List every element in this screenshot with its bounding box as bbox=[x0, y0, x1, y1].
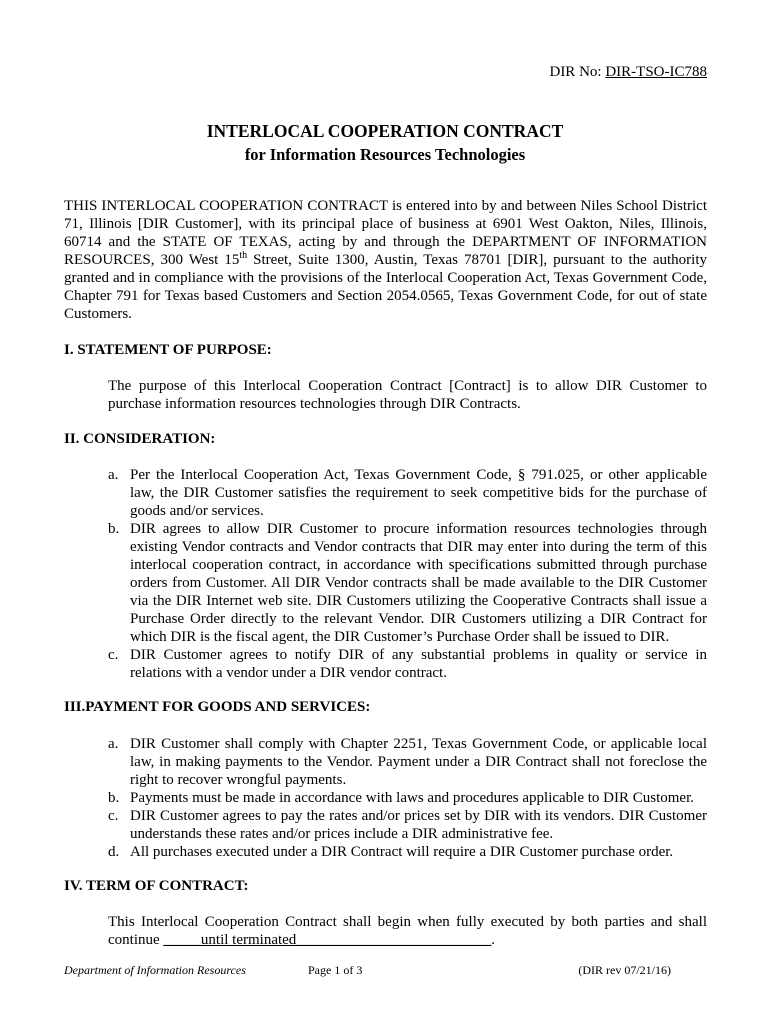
list-item bbox=[108, 466, 707, 520]
list-item-text: DIR agrees to allow DIR Customer to procure information resources technologies through existing Vendor contracts and Vendor contracts that DIR may enter into during the term of this interlocal cooperation contract, in accordance with specifications submitted through purchase orders from Customer. All DIR Vendor contracts shall be made available to the DIR Customer via the DIR Internet web site. DIR Customers utilizing the Cooperative Contracts shall issue a Purchase Order directly to the relevant Vendor. DIR Customers utilizing a DIR Contract for which DIR is the fiscal agent, the DIR Customer’s Purchase Order shall be issued to DIR. bbox=[130, 521, 707, 645]
list-marker: b. bbox=[108, 521, 120, 537]
list-marker: a. bbox=[108, 736, 119, 752]
list-item-text: Payments must be made in accordance with laws and procedures applicable to DIR Customer. bbox=[130, 790, 695, 806]
consideration-list bbox=[108, 466, 707, 682]
term-fill-field: _____until terminated__________________________ bbox=[163, 932, 492, 948]
list-item-text: DIR Customer agrees to notify DIR of any substantial problems in quality or service in relations with a vendor under a DIR vendor contract. bbox=[130, 647, 707, 681]
purpose-paragraph: The purpose of this Interlocal Cooperation Contract [Contract] is to allow DIR Customer to purchase information resources technologies through DIR Contracts. bbox=[108, 378, 707, 412]
list-item bbox=[108, 735, 707, 789]
list-item-text: All purchases executed under a DIR Contract will require a DIR Customer purchase order. bbox=[130, 844, 674, 860]
section-heading-payment: III.PAYMENT FOR GOODS AND SERVICES: bbox=[64, 699, 371, 715]
dir-number-value: DIR-TSO-IC788 bbox=[605, 64, 707, 80]
term-text-after: . bbox=[491, 932, 496, 948]
list-item-text: DIR Customer shall comply with Chapter 2251, Texas Government Code, or applicable local law, in making payments to the Vendor. Payment under a DIR Contract shall not foreclose the right to recover wrongful payments. bbox=[130, 736, 707, 788]
term-paragraph bbox=[108, 913, 707, 949]
dir-number bbox=[549, 64, 707, 81]
list-marker: b. bbox=[108, 790, 120, 806]
list-item bbox=[108, 807, 707, 843]
list-marker: c. bbox=[108, 647, 119, 663]
list-item bbox=[108, 646, 707, 682]
term-text-before: This Interlocal Cooperation Contract shall begin when fully executed by both parties and shall continue bbox=[108, 914, 707, 948]
intro-part2: Street, Suite 1300, Austin, Texas 78701 [DIR], pursuant to the authority granted and in compliance with the provisions of the Interlocal Cooperation Act, Texas Government Code, Chapter 791 for Texas based Customers and Section 2054.0565, Texas Government Code, for out of state Customers. bbox=[64, 252, 707, 322]
footer-page-number: Page 1 of 3 bbox=[308, 963, 363, 977]
list-item bbox=[108, 843, 707, 861]
list-item-text: Per the Interlocal Cooperation Act, Texas Government Code, § 791.025, or other applicable law, the DIR Customer satisfies the requirement to seek competitive bids for the purchase of goods and/or services. bbox=[130, 467, 707, 519]
dir-number-label: DIR No: bbox=[549, 64, 602, 80]
list-item bbox=[108, 520, 707, 646]
footer-department: Department of Information Resources bbox=[64, 963, 246, 977]
page-footer bbox=[64, 963, 707, 979]
payment-list bbox=[108, 735, 707, 861]
intro-superscript: th bbox=[239, 250, 248, 261]
section-heading-purpose: I. STATEMENT OF PURPOSE: bbox=[64, 342, 272, 358]
document-subtitle: for Information Resources Technologies bbox=[244, 145, 526, 164]
document-title: INTERLOCAL COOPERATION CONTRACT bbox=[206, 121, 564, 141]
section-heading-term: IV. TERM OF CONTRACT: bbox=[64, 878, 249, 894]
list-item bbox=[108, 789, 707, 807]
intro-part1: THIS INTERLOCAL COOPERATION CONTRACT is entered into by and between Niles School District 71, Illinois [DIR Customer], with its principal place of business at 6901 West Oakton, Niles, Illinois, 60714 and the STATE OF TEXAS, acting by and through the DEPARTMENT OF INFORMATION RESOURCES, 300 West 15 bbox=[64, 198, 707, 268]
list-marker: a. bbox=[108, 467, 119, 483]
section-heading-consideration: II. CONSIDERATION: bbox=[64, 431, 216, 447]
list-item-text: DIR Customer agrees to pay the rates and/or prices set by DIR with its vendors. DIR Customer understands these rates and/or prices include a DIR administrative fee. bbox=[130, 808, 707, 842]
list-marker: d. bbox=[108, 844, 120, 860]
list-marker: c. bbox=[108, 808, 119, 824]
footer-revision: (DIR rev 07/21/16) bbox=[578, 963, 671, 977]
intro-paragraph bbox=[64, 197, 707, 323]
